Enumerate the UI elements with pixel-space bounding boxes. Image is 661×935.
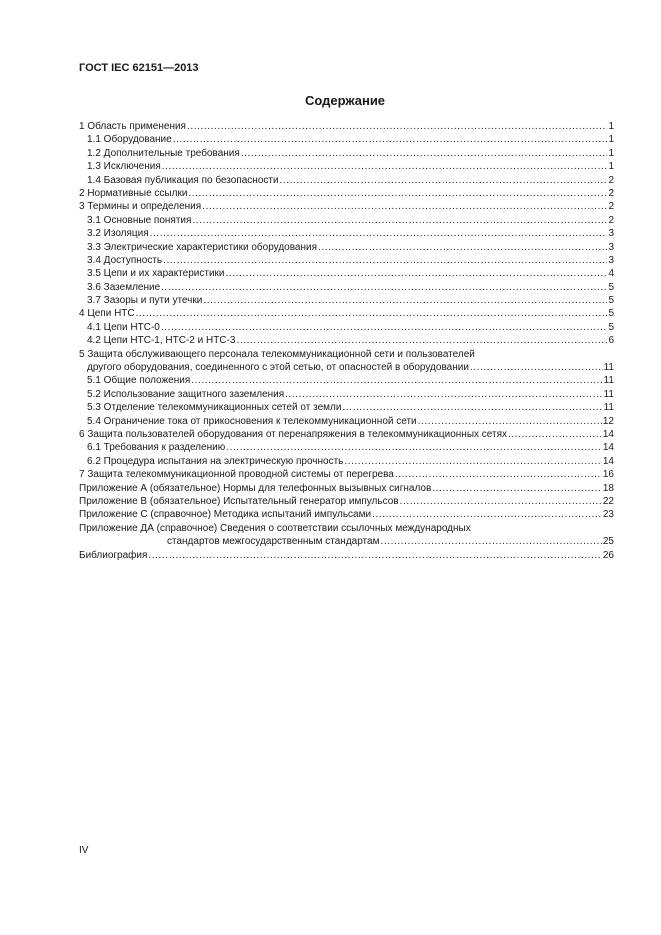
toc-entry-page: 5 bbox=[608, 281, 614, 293]
toc-entry-text: 2 Нормативные ссылки bbox=[79, 187, 188, 199]
toc-entry-text: 3 Термины и определения bbox=[79, 201, 202, 213]
toc-leader-dots bbox=[192, 214, 607, 227]
toc-entry-page: 26 bbox=[602, 549, 614, 561]
toc-entry-text: Библиография bbox=[79, 549, 148, 561]
toc-leader-dots bbox=[148, 549, 601, 562]
toc-entry bbox=[79, 441, 614, 454]
toc-entry-page: 5 bbox=[608, 308, 614, 320]
toc-entry-text: 5.3 Отделение телекоммуникационных сетей от земли bbox=[87, 402, 342, 414]
toc-entry-text: стандартов межгосударственным стандартам bbox=[167, 536, 380, 548]
toc-entry-page: 25 bbox=[602, 536, 614, 548]
toc-entry bbox=[79, 187, 614, 200]
toc-entry bbox=[79, 549, 614, 562]
toc-entry-page: 1 bbox=[608, 121, 614, 132]
toc-entry bbox=[79, 388, 614, 401]
toc-leader-dots bbox=[318, 241, 607, 254]
toc-leader-dots bbox=[418, 415, 602, 428]
toc-entry-text: Приложение ДА (справочное) Сведения о соответствии ссылочных международных bbox=[79, 522, 471, 534]
toc-entry-text: 5 Защита обслуживающего персонала телекоммуникационной сети и пользователей bbox=[79, 348, 475, 360]
toc-entry-text: 3.6 Заземление bbox=[87, 281, 161, 293]
toc-entry-page: 14 bbox=[602, 455, 614, 467]
toc-entry-page: 1 bbox=[608, 161, 614, 173]
toc-entry-page: 11 bbox=[603, 375, 614, 387]
toc-entry-page: 1 bbox=[608, 134, 614, 146]
toc-entry bbox=[79, 120, 614, 133]
toc-entry-text: Приложение А (обязательное) Нормы для телефонных вызывных сигналов bbox=[79, 482, 432, 494]
toc-entry bbox=[79, 307, 614, 320]
toc-entry-text: 1.1 Оборудование bbox=[87, 134, 172, 146]
toc-entry-text: 3.2 Изоляция bbox=[87, 228, 149, 240]
toc-entry bbox=[79, 160, 614, 173]
toc-entry bbox=[79, 428, 614, 441]
toc-leader-dots bbox=[136, 307, 608, 320]
toc-entry bbox=[79, 495, 614, 508]
toc-entry-text: 3.7 Зазоры и пути утечки bbox=[87, 295, 203, 307]
toc-entry-page: 3 bbox=[608, 228, 614, 240]
toc-entry bbox=[79, 482, 614, 495]
toc-entry bbox=[79, 361, 614, 374]
toc-entry-text: Приложение В (обязательное) Испытательный генератор импульсов bbox=[79, 495, 399, 507]
toc-leader-dots bbox=[280, 174, 608, 187]
toc-leader-dots bbox=[150, 227, 608, 240]
toc-entry-text: 1.2 Дополнительные требования bbox=[87, 147, 240, 159]
toc-entry bbox=[79, 468, 614, 481]
toc-entry bbox=[79, 522, 614, 535]
toc-leader-dots bbox=[163, 254, 607, 267]
toc-entry bbox=[79, 535, 614, 548]
toc-entry bbox=[79, 254, 614, 267]
toc-entry bbox=[79, 241, 614, 254]
toc-entry-text: 1.4 Базовая публикация по безопасности bbox=[87, 174, 279, 186]
toc-leader-dots bbox=[241, 147, 608, 160]
toc-entry bbox=[79, 455, 614, 468]
toc-entry bbox=[79, 227, 614, 240]
toc-entry-page: 22 bbox=[602, 495, 614, 507]
toc-leader-dots bbox=[470, 361, 603, 374]
toc-leader-dots bbox=[203, 294, 607, 307]
toc-entry-text: 3.4 Доступность bbox=[87, 254, 163, 266]
toc-entry bbox=[79, 348, 614, 361]
toc-leader-dots bbox=[236, 334, 607, 347]
toc-leader-dots bbox=[342, 401, 602, 414]
toc-entry-page: 3 bbox=[608, 254, 614, 266]
toc-leader-dots bbox=[187, 120, 607, 133]
toc-entry-text: 4.2 Цепи НТС-1, НТС-2 и НТС-3 bbox=[87, 335, 236, 347]
toc-leader-dots bbox=[380, 535, 601, 548]
toc-entry-page: 11 bbox=[603, 402, 614, 414]
toc-entry-text: 3.5 Цепи и их характеристики bbox=[87, 268, 225, 280]
toc-entry-page: 1 bbox=[608, 147, 614, 159]
toc-entry-page: 2 bbox=[608, 174, 614, 186]
toc-entry-text: 1 Область применения bbox=[79, 121, 186, 132]
toc-entry-text: 4 Цепи НТС bbox=[79, 308, 135, 320]
toc-entry-page: 2 bbox=[608, 201, 614, 213]
toc-leader-dots bbox=[285, 388, 602, 401]
toc-entry-text: 4.1 Цепи НТС-0 bbox=[87, 321, 160, 333]
toc-entry bbox=[79, 374, 614, 387]
toc-entry-page: 2 bbox=[608, 187, 614, 199]
toc-entry-page: 16 bbox=[602, 469, 614, 481]
toc-leader-dots bbox=[400, 495, 602, 508]
toc-leader-dots bbox=[372, 508, 602, 521]
toc-entry-page: 18 bbox=[602, 482, 614, 494]
toc-leader-dots bbox=[202, 200, 607, 213]
toc-entry bbox=[79, 401, 614, 414]
toc-entry-page: 11 bbox=[603, 388, 614, 400]
toc-entry-text: 6 Защита пользователей оборудования от перенапряжения в телекоммуникационных сетях bbox=[79, 428, 508, 440]
toc-leader-dots bbox=[344, 455, 601, 468]
toc-entry-text: другого оборудования, соединенного с этой сетью, от опасностей в оборудовании bbox=[87, 362, 469, 374]
toc-leader-dots bbox=[395, 468, 602, 481]
toc-leader-dots bbox=[191, 374, 602, 387]
toc-entry bbox=[79, 214, 614, 227]
toc-entry bbox=[79, 200, 614, 213]
toc-entry bbox=[79, 321, 614, 334]
toc-entry-page: 4 bbox=[608, 268, 614, 280]
toc-entry bbox=[79, 133, 614, 146]
toc-entry-text: 3.1 Основные понятия bbox=[87, 214, 192, 226]
toc-entry-text: 3.3 Электрические характеристики оборудования bbox=[87, 241, 318, 253]
toc-entry-text: 1.3 Исключения bbox=[87, 161, 161, 173]
toc-entry-page: 3 bbox=[608, 241, 614, 253]
toc-entry-page: 14 bbox=[602, 442, 614, 454]
page-number-footer: IV bbox=[79, 845, 89, 856]
toc-entry-page: 23 bbox=[602, 509, 614, 521]
toc-entry-page: 11 bbox=[603, 362, 614, 374]
toc-entry-page: 2 bbox=[608, 214, 614, 226]
toc-entry-text: 5.1 Общие положения bbox=[87, 375, 191, 387]
toc-leader-dots bbox=[226, 267, 608, 280]
page-title: Содержание bbox=[304, 93, 386, 108]
toc-entry bbox=[79, 334, 614, 347]
toc-entry bbox=[79, 415, 614, 428]
toc-entry-text: 5.2 Использование защитного заземления bbox=[87, 388, 285, 400]
toc-entry-page: 12 bbox=[602, 415, 614, 427]
toc-entry-page: 5 bbox=[608, 321, 614, 333]
toc-leader-dots bbox=[226, 441, 602, 454]
toc-entry bbox=[79, 267, 614, 280]
toc-entry-page: 14 bbox=[602, 428, 614, 440]
toc-entry bbox=[79, 508, 614, 521]
toc-leader-dots bbox=[508, 428, 602, 441]
toc-entry bbox=[79, 294, 614, 307]
toc-leader-dots bbox=[188, 187, 607, 200]
toc-entry-text: 6.2 Процедура испытания на электрическую прочность bbox=[87, 455, 344, 467]
toc-leader-dots bbox=[173, 133, 608, 146]
toc-entry bbox=[79, 147, 614, 160]
table-of-contents bbox=[79, 120, 614, 562]
toc-leader-dots bbox=[161, 321, 608, 334]
toc-entry-page: 5 bbox=[608, 295, 614, 307]
toc-entry-text: 5.4 Ограничение тока от прикосновения к телекоммуникационной сети bbox=[87, 415, 417, 427]
toc-leader-dots bbox=[161, 281, 607, 294]
toc-entry-page: 6 bbox=[608, 335, 614, 347]
toc-entry-text: 7 Защита телекоммуникационной проводной системы от перегрева bbox=[79, 469, 394, 481]
document-header: ГОСТ IEC 62151—2013 bbox=[79, 62, 199, 74]
toc-leader-dots bbox=[432, 482, 602, 495]
toc-entry bbox=[79, 281, 614, 294]
toc-entry-text: 6.1 Требования к разделению bbox=[87, 442, 226, 454]
toc-entry-text: Приложение С (справочное) Методика испытаний импульсами bbox=[79, 509, 372, 521]
toc-leader-dots bbox=[162, 160, 608, 173]
toc-entry bbox=[79, 174, 614, 187]
